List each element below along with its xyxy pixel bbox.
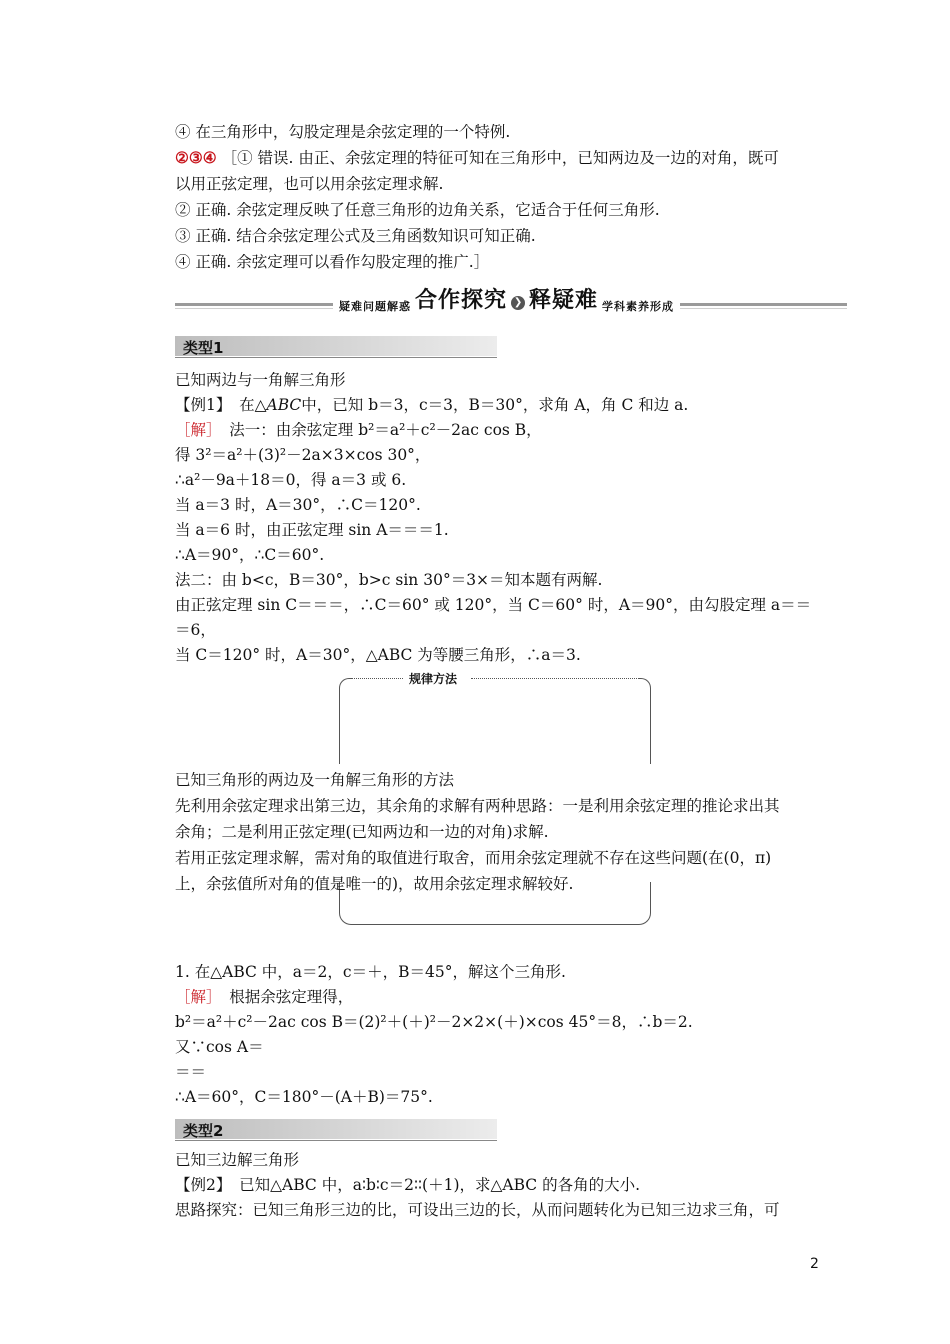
method-box-dots xyxy=(471,678,639,679)
explain-1a: ［① 错误. 由正、余弦定理的特征可知在三角形中，已知两边及一边的对角，既可 xyxy=(221,149,779,167)
example-2-idea: 思路探究：已知三角形三边的比，可设出三边的长，从而问题转化为已知三边求三角，可 xyxy=(175,1201,780,1219)
exercise-1-solution-4: ＝＝ xyxy=(175,1063,207,1081)
method-box-side xyxy=(650,690,651,764)
answer-explain-line-1 xyxy=(175,148,779,168)
exercise-1-solution-2: b²＝a²＋c²－2ac cos B＝(2)²＋(＋)²－2×2×(＋)×cos 45°＝8，∴b＝2. xyxy=(175,1013,693,1031)
method-box-corner xyxy=(339,678,352,691)
section-banner xyxy=(175,283,847,311)
method-box-corner xyxy=(636,910,651,925)
type-1-label: 类型1 xyxy=(183,339,224,357)
method-p2a: 若用正弦定理求解，需对角的取值进行取舍，而用余弦定理就不存在这些问题(在(0，π) xyxy=(175,849,772,867)
solution-line-8: 由正弦定理 sin C＝＝＝，∴C＝60° 或 120°，当 C＝60° 时，A＝90°，由勾股定理 a＝＝ xyxy=(175,596,812,614)
example-1 xyxy=(175,395,688,415)
method-title: 已知三角形的两边及一角解三角形的方法 xyxy=(175,771,455,789)
solution-line-7: 法二：由 b<c，B＝30°，b>c sin 30°＝3×＝知本题有两解. xyxy=(175,571,603,589)
exercise-1-solution-5: ∴A＝60°，C＝180°－(A＋B)＝75°. xyxy=(175,1088,433,1106)
answer-mark: ②③④ xyxy=(175,148,217,167)
example-2 xyxy=(175,1175,640,1195)
explain-1b: 以用正弦定理，也可以用余弦定理求解. xyxy=(175,175,444,193)
banner-title-part-1: 合作探究 xyxy=(415,288,508,313)
type-1-tab xyxy=(175,336,497,356)
example-1-pre: 在△ xyxy=(223,396,267,414)
banner-left-caption: 疑难问题解惑 xyxy=(339,300,411,313)
solution-line-2: 得 3²＝a²＋(3)²－2a×3×cos 30°， xyxy=(175,446,431,464)
exercise-1-question: 1. 在△ABC 中，a＝2，c＝＋，B＝45°，解这个三角形. xyxy=(175,963,566,981)
solution-text-1: 法一：由余弦定理 b²＝a²＋c²－2ac cos B， xyxy=(213,421,542,439)
exercise-1-solution-label: ［解］ xyxy=(175,988,214,1006)
exercise-1-solution-text: 根据余弦定理得， xyxy=(213,988,354,1006)
explain-4: ④ 正确. 余弦定理可以看作勾股定理的推广.］ xyxy=(175,253,490,271)
type-2-underline xyxy=(175,1140,497,1141)
example-2-label: 【例2】 xyxy=(175,1176,224,1194)
banner-title xyxy=(333,283,680,314)
solution-label: ［解］ xyxy=(175,421,214,439)
type-1-heading: 已知两边与一角解三角形 xyxy=(175,371,346,389)
method-box-side xyxy=(339,690,340,764)
explain-3: ③ 正确. 结合余弦定理公式及三角函数知识可知正确. xyxy=(175,227,536,245)
type-2-tab xyxy=(175,1119,497,1139)
example-1-label: 【例1】 xyxy=(175,396,224,414)
type-1-underline xyxy=(175,357,497,358)
solution-line-6: ∴A＝90°，∴C＝60°. xyxy=(175,546,325,564)
method-box-corner xyxy=(339,910,354,925)
exercise-1-solution-3: 又∵cos A＝ xyxy=(175,1038,264,1056)
example-1-text: 中，已知 b＝3，c＝3，B＝30°，求角 A，角 C 和边 a. xyxy=(301,396,689,414)
method-box-bottom xyxy=(353,924,637,925)
method-p1a: 先利用余弦定理求出第三边，其余角的求解有两种思路：一是利用余弦定理的推论求出其 xyxy=(175,797,780,815)
method-p2b: 上，余弦值所对角的值是唯一的)，故用余弦定理求解较好. xyxy=(175,875,574,893)
solution-line-5: 当 a＝6 时，由正弦定理 sin A＝＝＝1. xyxy=(175,521,449,539)
explain-2: ② 正确. 余弦定理反映了任意三角形的边角关系，它适合于任何三角形. xyxy=(175,201,660,219)
exercise-1-solution-1 xyxy=(175,987,353,1007)
solution-line-10: 当 C＝120° 时，A＝30°，△ABC 为等腰三角形，∴a＝3. xyxy=(175,646,581,664)
solution-line-3: ∴a²－9a＋18＝0，得 a＝3 或 6. xyxy=(175,471,407,489)
method-box-dots xyxy=(351,678,403,679)
method-header: 规律方法 xyxy=(409,672,458,686)
type-2-heading: 已知三边解三角形 xyxy=(175,1151,300,1169)
type-2-label: 类型2 xyxy=(183,1122,224,1140)
arrow-icon: ❯ xyxy=(511,296,525,310)
solution-line-1 xyxy=(175,420,542,440)
method-box-side xyxy=(650,882,651,912)
example-1-abc: ABC xyxy=(266,396,302,414)
statement-4: ④ 在三角形中，勾股定理是余弦定理的一个特例. xyxy=(175,123,511,141)
solution-line-9: ＝6， xyxy=(175,621,216,639)
example-2-text: 已知△ABC 中，a∶b∶c＝2∶∶(＋1)，求△ABC 的各角的大小. xyxy=(223,1176,641,1194)
page-number: 2 xyxy=(810,1256,819,1272)
banner-title-part-2: 释疑难 xyxy=(529,288,599,313)
banner-right-caption: 学科素养形成 xyxy=(602,300,675,313)
method-p1b: 余角；二是利用正弦定理(已知两边和一边的对角)求解. xyxy=(175,823,549,841)
solution-line-4: 当 a＝3 时，A＝30°，∴C＝120°. xyxy=(175,496,421,514)
